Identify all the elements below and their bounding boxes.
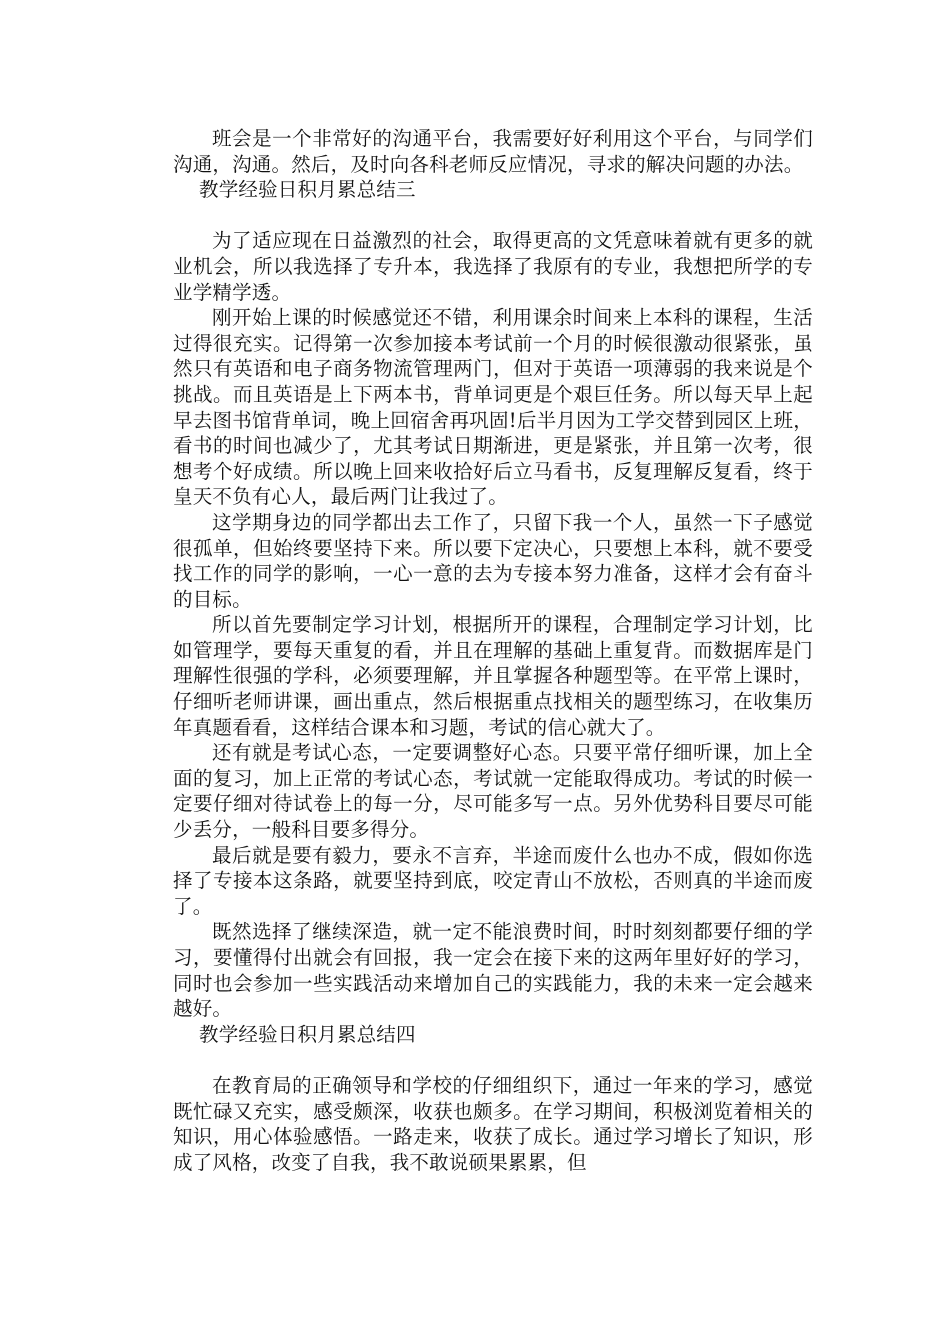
paragraph: 这学期身边的同学都出去工作了，只留下我一个人，虽然一下子感觉很孤单，但始终要坚持下来。所以要下定决心，只要想上本科，就不要受找工作的同学的影响，一心一意的去为专接本努力准备，这样才会有奋斗的目标。	[173, 510, 813, 611]
paragraph: 既然选择了继续深造，就一定不能浪费时间，时时刻刻都要仔细的学习，要懂得付出就会有回报，我一定会在接下来的这两年里好好的学习，同时也会参加一些实践活动来增加自己的实践能力，我的未来一定会越来越好。	[173, 920, 813, 1021]
paragraph: 刚开始上课的时候感觉还不错，利用课余时间来上本科的课程，生活过得很充实。记得第一次参加接本考试前一个月的时候很激动很紧张，虽然只有英语和电子商务物流管理两门，但对于英语一项薄弱的我来说是个挑战。而且英语是上下两本书，背单词更是个艰巨任务。所以每天早上起早去图书馆背单词，晚上回宿舍再巩固!后半月因为工学交替到园区上班，看书的时间也减少了，尤其考试日期渐进，更是紧张，并且第一次考，很想考个好成绩。所以晚上回来收拾好后立马看书，反复理解反复看，终于皇天不负有心人，最后两门让我过了。	[173, 306, 813, 509]
paragraph: 班会是一个非常好的沟通平台，我需要好好利用这个平台，与同学们沟通，沟通。然后，及时向各科老师反应情况，寻求的解决问题的办法。	[173, 127, 813, 176]
section-title: 教学经验日积月累总结四	[199, 1022, 416, 1046]
paragraph: 为了适应现在日益激烈的社会，取得更高的文凭意味着就有更多的就业机会，所以我选择了专升本，我选择了我原有的专业，我想把所学的专业学精学透。	[173, 229, 813, 304]
paragraph: 所以首先要制定学习计划，根据所开的课程，合理制定学习计划，比如管理学，要每天重复的看，并且在理解的基础上重复背。而数据库是门理解性很强的学科，必须要理解，并且掌握各种题型等。在平常上课时，仔细听老师讲课，画出重点，然后根据重点找相关的题型练习，在收集历年真题看看，这样结合课本和习题，考试的信心就大了。	[173, 613, 813, 739]
blank-line	[173, 1047, 813, 1073]
paragraph: 还有就是考试心态，一定要调整好心态。只要平常仔细听课，加上全面的复习，加上正常的考试心态，考试就一定能取得成功。考试的时候一定要仔细对待试卷上的每一分，尽可能多写一点。另外优势科目要尽可能少丢分，一般科目要多得分。	[173, 741, 813, 842]
paragraph: 最后就是要有毅力，要永不言弃，半途而废什么也办不成，假如你选择了专接本这条路，就要坚持到底，咬定青山不放松，否则真的半途而废了。	[173, 843, 813, 918]
paragraph: 在教育局的正确领导和学校的仔细组织下，通过一年来的学习，感觉既忙碌又充实，感受颇深，收获也颇多。在学习期间，积极浏览着相关的知识，用心体验感悟。一路走来，收获了成长。通过学习增长了知识，形成了风格，改变了自我，我不敢说硕果累累，但	[173, 1073, 813, 1174]
document-page	[173, 126, 813, 1175]
blank-line	[173, 203, 813, 229]
section-title: 教学经验日积月累总结三	[199, 178, 416, 202]
